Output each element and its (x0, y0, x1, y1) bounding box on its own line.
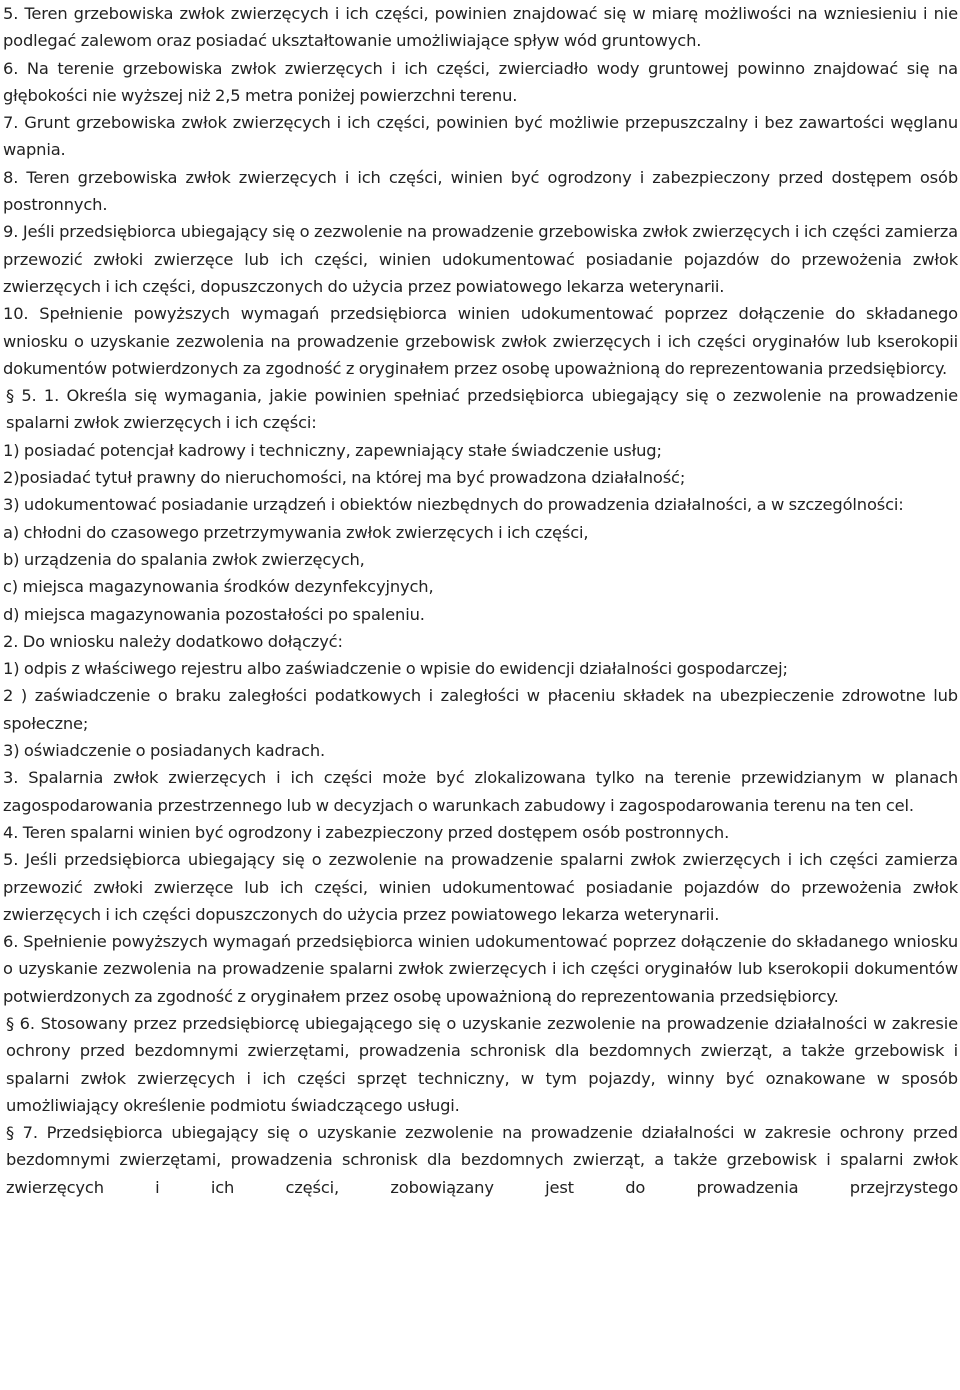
paragraph-3-lokalizacja: 3. Spalarnia zwłok zwierzęcych i ich części może być zlokalizowana tylko na terenie przewidzianym w planach zagospodarowania przestrzennego lub w decyzjach o warunkach zabudowy i zagospodarowania terenu na ten cel. (3, 768, 958, 815)
list-item-3-urzadzenia: 3) udokumentować posiadanie urządzeń i obiektów niezbędnych do prowadzenia działalności, a w szczególności: (3, 495, 904, 515)
section-7-paragraph: § 7. Przedsiębiorca ubiegający się o uzyskanie zezwolenie na prowadzenie działalności w zakresie ochrony przed bezdomnymi zwierzętami, prowadzenia schronisk dla bezdomnych zwierząt, a także grzebowisk i spalarni zwłok zwierzęcych i ich części, zobowiązany jest do prowadzenia przejrzystego (6, 1123, 958, 1197)
sublist-item-d-magazyn-pozostalosci: d) miejsca magazynowania pozostałości po spaleniu. (3, 604, 425, 624)
list-item-3-oswiadczenie: 3) oświadczenie o posiadanych kadrach. (3, 741, 326, 761)
list-item-1-potencjal: 1) posiadać potencjał kadrowy i techniczny, zapewniający stałe świadczenie usług; (3, 440, 662, 460)
section-5-heading-paragraph: § 5. 1. Określa się wymagania, jakie powinien spełniać przedsiębiorca ubiegający się o zezwolenie na prowadzenie spalarni zwłok zwierzęcych i ich części: (6, 386, 958, 433)
paragraph-2-zalaczniki: 2. Do wniosku należy dodatkowo dołączyć: (3, 631, 343, 651)
list-item-2-zaswiadczenie: 2 ) zaświadczenie o braku zaległości podatkowych i zaległości w płaceniu składek na ubezpieczenie zdrowotne lub społeczne; (3, 686, 958, 733)
paragraph-10-dokumentacja: 10. Spełnienie powyższych wymagań przedsiębiorca winien udokumentować poprzez dołączenie do składanego wniosku o uzyskanie zezwolenia na prowadzenie grzebowisk zwłok zwierzęcych i ich części oryginałów lub kserokopii dokumentów potwierdzonych za zgodność z oryginałem przez osobę upoważnioną do reprezentowania przedsiębiorcy. (3, 304, 958, 378)
section-6-paragraph: § 6. Stosowany przez przedsiębiorcę ubiegającego się o uzyskanie zezwolenie na prowadzenie działalności w zakresie ochrony przed bezdomnymi zwierzętami, prowadzenia schronisk dla bezdomnych zwierząt, a także grzebowisk i spalarni zwłok zwierzęcych i ich części sprzęt techniczny, w tym pojazdy, winny być oznakowane w sposób umożliwiający określenie podmiotu świadczącego usługi. (6, 1013, 958, 1115)
paragraph-9-przewoz: 9. Jeśli przedsiębiorca ubiegający się o zezwolenie na prowadzenie grzebowiska zwłok zwierzęcych i ich części zamierza przewozić zwłoki zwierzęce lub ich części, winien udokumentować posiadanie pojazdów do przewożenia zwłok zwierzęcych i ich części, dopuszczonych do użycia przez powiatowego lekarza weterynarii. (3, 222, 958, 296)
sublist-item-c-magazyn-srodkow: c) miejsca magazynowania środków dezynfekcyjnych, (3, 577, 434, 597)
paragraph-5-grzebowisko-teren: 5. Teren grzebowiska zwłok zwierzęcych i ich części, powinien znajdować się w miarę możliwości na wzniesieniu i nie podlegać zalewom oraz posiadać ukształtowanie umożliwiające spływ wód gruntowych. (3, 4, 958, 51)
paragraph-4-ogrodzenie-spalarni: 4. Teren spalarni winien być ogrodzony i zabezpieczony przed dostępem osób postronnych. (3, 822, 730, 842)
list-item-2-tytul-prawny: 2)posiadać tytuł prawny do nieruchomości, na której ma być prowadzona działalność; (3, 468, 686, 488)
paragraph-8-ogrodzenie: 8. Teren grzebowiska zwłok zwierzęcych i ich części, winien być ogrodzony i zabezpieczony przed dostępem osób postronnych. (3, 167, 958, 215)
list-item-1-odpis: 1) odpis z właściwego rejestru albo zaświadczenie o wpisie do ewidencji działalności gospodarczej; (3, 659, 788, 679)
document-page (3, 0, 958, 1201)
sublist-item-b-urzadzenia: b) urządzenia do spalania zwłok zwierzęcych, (3, 549, 365, 569)
paragraph-5-przewoz-spalarnia: 5. Jeśli przedsiębiorca ubiegający się o zezwolenie na prowadzenie spalarni zwłok zwierzęcych i ich części zamierza przewozić zwłoki zwierzęce lub ich części, winien udokumentować posiadanie pojazdów do przewożenia zwłok zwierzęcych i ich części dopuszczonych do użycia przez powiatowego lekarza weterynarii. (3, 850, 958, 924)
sublist-item-a-chlodnia: a) chłodni do czasowego przetrzymywania zwłok zwierzęcych i ich części, (3, 522, 589, 542)
paragraph-6-zwierciadlo-wody: 6. Na terenie grzebowiska zwłok zwierzęcych i ich części, zwierciadło wody gruntowej powinno znajdować się na głębokości nie wyższej niż 2,5 metra poniżej powierzchni terenu. (3, 58, 958, 105)
paragraph-6-dokumentacja-spalarnia: 6. Spełnienie powyższych wymagań przedsiębiorca winien udokumentować poprzez dołączenie do składanego wniosku o uzyskanie zezwolenia na prowadzenie spalarni zwłok zwierzęcych i ich części oryginałów lub kserokopii dokumentów potwierdzonych za zgodność z oryginałem przez osobę upoważnioną do reprezentowania przedsiębiorcy. (3, 932, 958, 1006)
paragraph-7-grunt: 7. Grunt grzebowiska zwłok zwierzęcych i ich części, powinien być możliwie przepuszczalny i bez zawartości węglanu wapnia. (3, 113, 958, 160)
